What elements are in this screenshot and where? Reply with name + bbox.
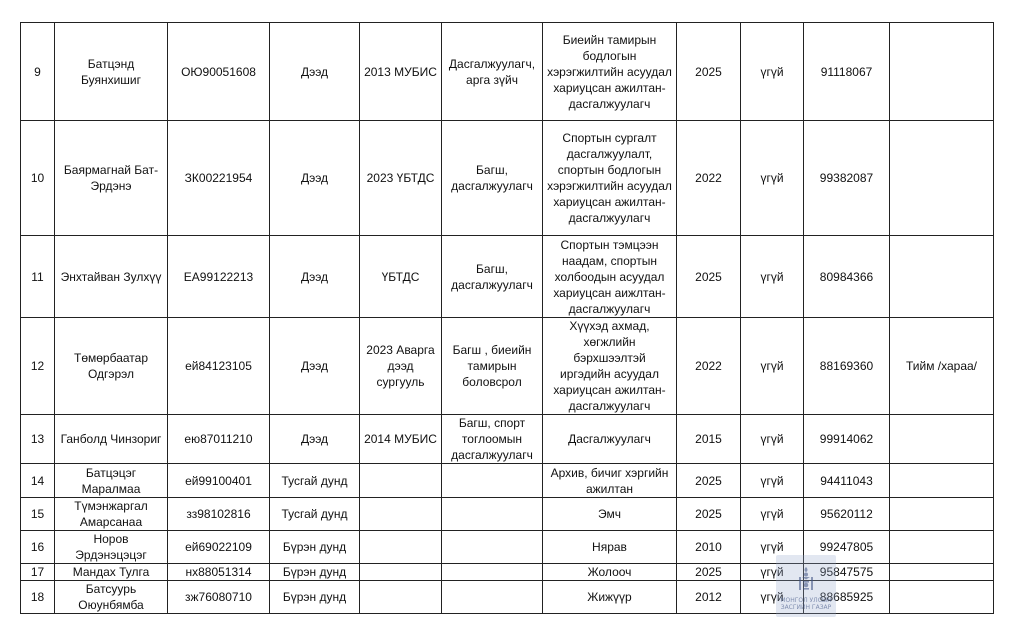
start-year-cell: 2010 (677, 531, 741, 564)
full-name-cell: Баярмагнай Бат-Эрдэнэ (55, 121, 168, 236)
register-number-cell: ею87011210 (168, 415, 270, 464)
status-cell: үгүй (741, 531, 804, 564)
row-number-cell: 12 (21, 318, 55, 415)
note-cell (890, 23, 994, 121)
start-year-cell: 2025 (677, 464, 741, 498)
education-level-cell: Тусгай дунд (270, 498, 360, 531)
table-row (21, 415, 994, 464)
staff-table (20, 22, 994, 614)
note-cell (890, 415, 994, 464)
start-year-cell: 2022 (677, 121, 741, 236)
phone-number-cell: 95847575 (804, 564, 890, 581)
education-level-cell: Дээд (270, 236, 360, 318)
row-number-cell: 14 (21, 464, 55, 498)
status-cell: үгүй (741, 564, 804, 581)
row-number-cell: 17 (21, 564, 55, 581)
status-cell: үгүй (741, 318, 804, 415)
status-cell: үгүй (741, 23, 804, 121)
table-row (21, 464, 994, 498)
start-year-cell: 2025 (677, 236, 741, 318)
position-cell: Дасгалжуулагч (543, 415, 677, 464)
status-cell: үгүй (741, 236, 804, 318)
graduation-info-cell: 2023 ҮБТДС (360, 121, 442, 236)
education-level-cell: Дээд (270, 121, 360, 236)
position-cell: Спортын тэмцээн наадам, спортын холбоодын асуудал хариуцсан аижлтан-дасгалжуулагч (543, 236, 677, 318)
phone-number-cell: 95620112 (804, 498, 890, 531)
position-cell: Биеийн тамирын бодлогын хэрэгжилтийн асуудал хариуцсан ажилтан-дасгалжуулагч (543, 23, 677, 121)
profession-cell: Багш, дасгалжуулагч (442, 121, 543, 236)
profession-cell (442, 531, 543, 564)
note-cell (890, 564, 994, 581)
table-row (21, 581, 994, 614)
table-row (21, 531, 994, 564)
phone-number-cell: 99914062 (804, 415, 890, 464)
education-level-cell: Бүрэн дунд (270, 581, 360, 614)
row-number-cell: 18 (21, 581, 55, 614)
row-number-cell: 10 (21, 121, 55, 236)
position-cell: Хүүхэд ахмад, хөгжлийн бэрхшээлтэй иргэдийн асуудал хариуцсан ажилтан-дасгалжуулагч (543, 318, 677, 415)
graduation-info-cell: 2013 МУБИС (360, 23, 442, 121)
start-year-cell: 2012 (677, 581, 741, 614)
start-year-cell: 2022 (677, 318, 741, 415)
graduation-info-cell (360, 464, 442, 498)
register-number-cell: ЕА99122213 (168, 236, 270, 318)
profession-cell (442, 498, 543, 531)
register-number-cell: ей69022109 (168, 531, 270, 564)
phone-number-cell: 99247805 (804, 531, 890, 564)
phone-number-cell: 91118067 (804, 23, 890, 121)
table-row (21, 498, 994, 531)
register-number-cell: ОЮ90051608 (168, 23, 270, 121)
education-level-cell: Дээд (270, 415, 360, 464)
row-number-cell: 11 (21, 236, 55, 318)
note-cell (890, 531, 994, 564)
register-number-cell: ЗК00221954 (168, 121, 270, 236)
status-cell: үгүй (741, 498, 804, 531)
register-number-cell: ей84123105 (168, 318, 270, 415)
note-cell (890, 581, 994, 614)
phone-number-cell: 88169360 (804, 318, 890, 415)
start-year-cell: 2015 (677, 415, 741, 464)
register-number-cell: зз98102816 (168, 498, 270, 531)
position-cell: Жолооч (543, 564, 677, 581)
position-cell: Архив, бичиг хэргийн ажилтан (543, 464, 677, 498)
full-name-cell: Түмэнжаргал Амарсанаа (55, 498, 168, 531)
education-level-cell: Бүрэн дунд (270, 531, 360, 564)
row-number-cell: 15 (21, 498, 55, 531)
profession-cell: Дасгалжуулагч, арга зүйч (442, 23, 543, 121)
start-year-cell: 2025 (677, 498, 741, 531)
graduation-info-cell: 2014 МУБИС (360, 415, 442, 464)
position-cell: Эмч (543, 498, 677, 531)
phone-number-cell: 80984366 (804, 236, 890, 318)
profession-cell: Багш, дасгалжуулагч (442, 236, 543, 318)
profession-cell (442, 464, 543, 498)
education-level-cell: Дээд (270, 23, 360, 121)
register-number-cell: нх88051314 (168, 564, 270, 581)
full-name-cell: Мандах Тулга (55, 564, 168, 581)
profession-cell: Багш, спорт тоглоомын дасгалжуулагч (442, 415, 543, 464)
position-cell: Нярав (543, 531, 677, 564)
note-cell (890, 498, 994, 531)
full-name-cell: Энхтайван Зулхүү (55, 236, 168, 318)
table-row (21, 236, 994, 318)
note-cell (890, 121, 994, 236)
table-row (21, 23, 994, 121)
full-name-cell: Төмөрбаатар Одгэрэл (55, 318, 168, 415)
graduation-info-cell (360, 498, 442, 531)
profession-cell (442, 581, 543, 614)
graduation-info-cell (360, 564, 442, 581)
table-row (21, 121, 994, 236)
position-cell: Спортын сургалт дасгалжуулалт, спортын бодлогын хэрэгжилтийн асуудал хариуцсан ажилтан-дасгалжуулагч (543, 121, 677, 236)
phone-number-cell: 94411043 (804, 464, 890, 498)
graduation-info-cell (360, 581, 442, 614)
watermark-text: МОНГОЛ УЛСЫН ЗАСГИЙН ГАЗАР (780, 597, 832, 611)
profession-cell: Багш , биеийн тамирын боловсрол (442, 318, 543, 415)
full-name-cell: Ганболд Чинзориг (55, 415, 168, 464)
row-number-cell: 16 (21, 531, 55, 564)
start-year-cell: 2025 (677, 564, 741, 581)
full-name-cell: Норов Эрдэнэцэцэг (55, 531, 168, 564)
full-name-cell: Батцэнд Буянхишиг (55, 23, 168, 121)
education-level-cell: Дээд (270, 318, 360, 415)
full-name-cell: Батсуурь Оюунбямба (55, 581, 168, 614)
government-watermark (776, 555, 836, 617)
table-row (21, 564, 994, 581)
graduation-info-cell: 2023 Аварга дээд сургууль (360, 318, 442, 415)
note-cell (890, 236, 994, 318)
graduation-info-cell: ҮБТДС (360, 236, 442, 318)
start-year-cell: 2025 (677, 23, 741, 121)
graduation-info-cell (360, 531, 442, 564)
note-cell (890, 464, 994, 498)
soyombo-emblem-icon (798, 567, 814, 591)
position-cell: Жижүүр (543, 581, 677, 614)
row-number-cell: 13 (21, 415, 55, 464)
profession-cell (442, 564, 543, 581)
phone-number-cell: 99382087 (804, 121, 890, 236)
status-cell: үгүй (741, 121, 804, 236)
education-level-cell: Бүрэн дунд (270, 564, 360, 581)
phone-number-cell: 88685925 (804, 581, 890, 614)
note-cell: Тийм /хараа/ (890, 318, 994, 415)
status-cell: үгүй (741, 415, 804, 464)
education-level-cell: Тусгай дунд (270, 464, 360, 498)
full-name-cell: Батцэцэг Маралмаа (55, 464, 168, 498)
status-cell: үгүй (741, 581, 804, 614)
table-row (21, 318, 994, 415)
status-cell: үгүй (741, 464, 804, 498)
register-number-cell: зж76080710 (168, 581, 270, 614)
register-number-cell: ей99100401 (168, 464, 270, 498)
row-number-cell: 9 (21, 23, 55, 121)
